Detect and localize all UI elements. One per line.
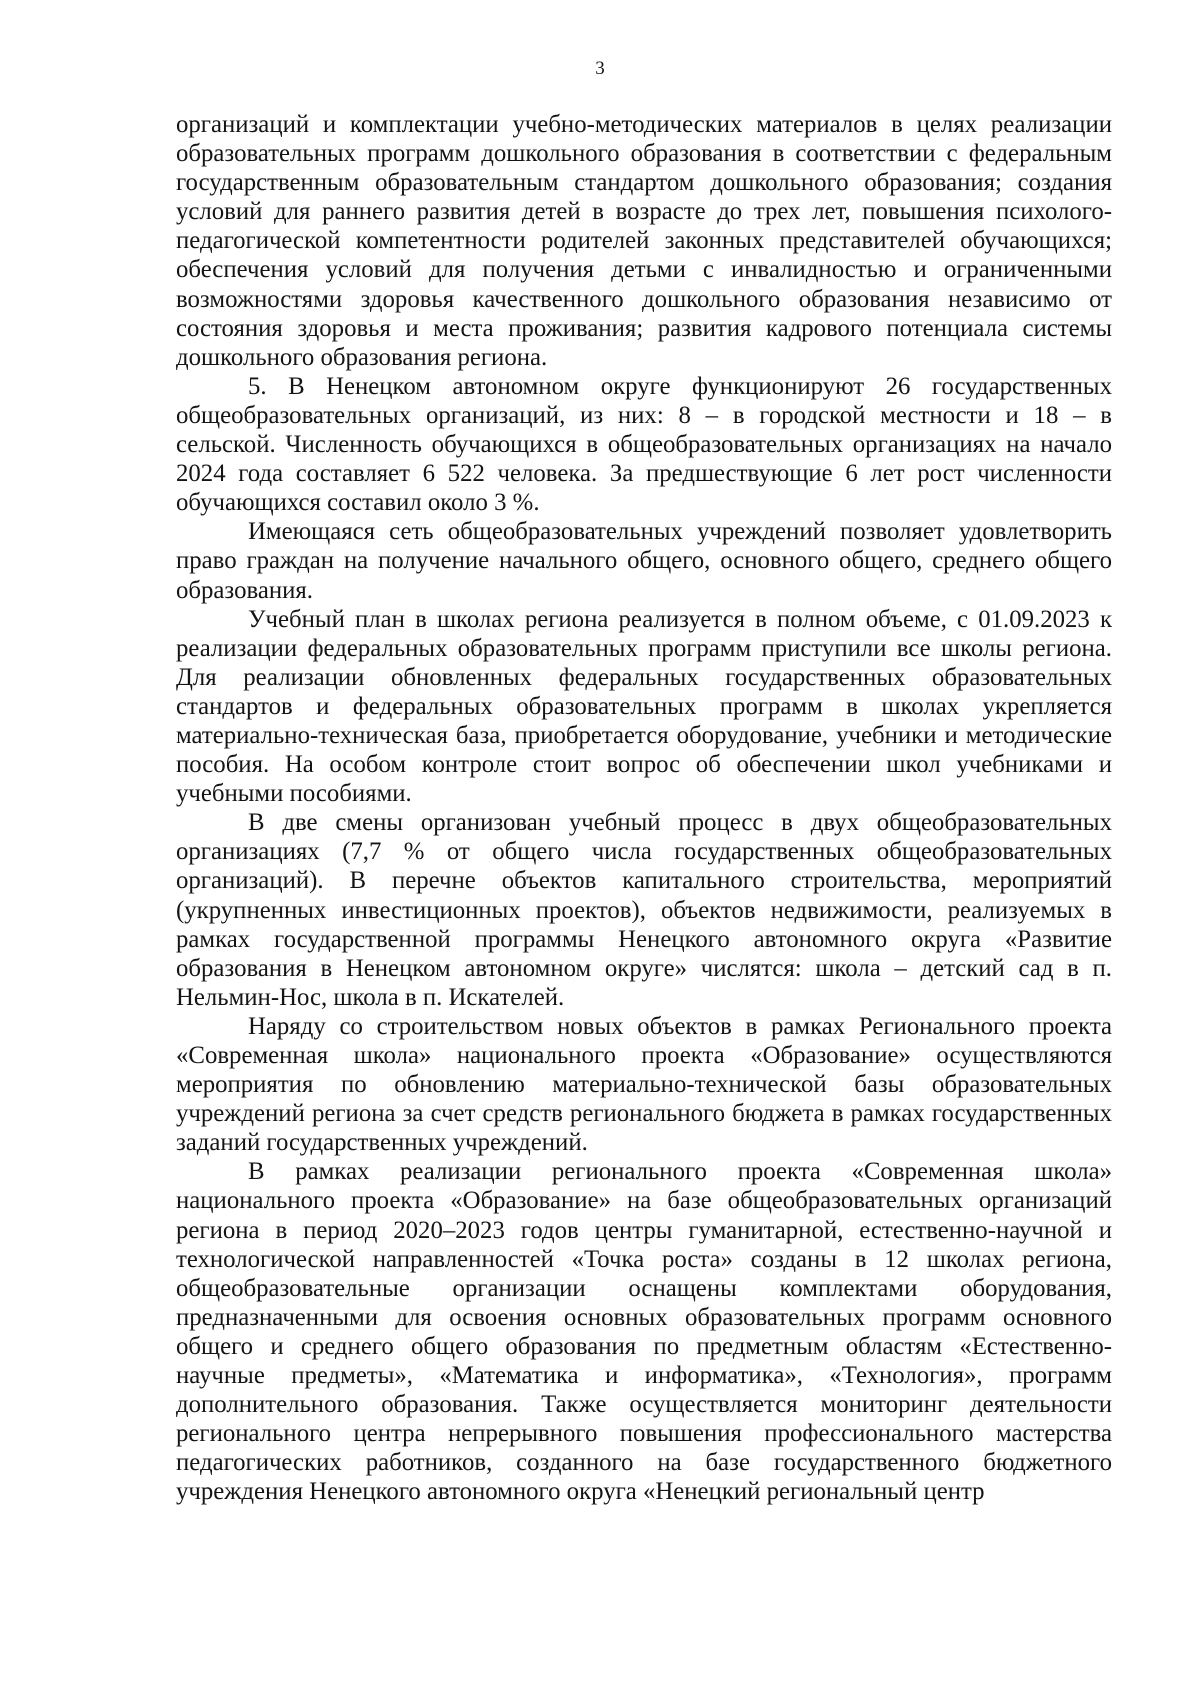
- paragraph-3: Имеющаяся сеть общеобразовательных учреждений позволяет удовлетворить право граждан на получение начального общего, основного общего, среднего общего образования.: [176, 518, 1112, 604]
- paragraph-5: В две смены организован учебный процесс в двух общеобразовательных организациях (7,7 % от общего числа государственных общеобразовательных организаций). В перечне объектов капитального строительства, мероприятий (укрупненных инвестиционных проектов), объектов недвижимости, реализуемых в рамках государственной программы Ненецкого автономного округа «Развитие образования в Ненецком автономном округе» числятся: школа – детский сад в п. Нельмин-Нос, школа в п. Искателей.: [176, 809, 1112, 1011]
- document-body: [176, 110, 1112, 1507]
- page-number: 3: [595, 58, 605, 79]
- paragraph-4: Учебный план в школах региона реализуется в полном объеме, с 01.09.2023 к реализации федеральных образовательных программ приступили все школы региона. Для реализации обновленных федеральных государственных образовательных стандартов и федеральных образовательных программ в школах укрепляется материально-техническая база, приобретается оборудование, учебники и методические пособия. На особом контроле стоит вопрос об обеспечении школ учебниками и учебными пособиями.: [176, 605, 1112, 808]
- paragraph-6: Наряду со строительством новых объектов в рамках Регионального проекта «Современная школа» национального проекта «Образование» осуществляются мероприятия по обновлению материально-технической базы образовательных учреждений региона за счет средств регионального бюджета в рамках государственных заданий государственных учреждений.: [176, 1012, 1112, 1157]
- paragraph-1: организаций и комплектации учебно-методических материалов в целях реализации образовательных программ дошкольного образования в соответствии с федеральным государственным образовательным стандартом дошкольного образования; создания условий для раннего развития детей в возрасте до трех лет, повышения психолого-педагогической компетентности родителей законных представителей обучающихся; обеспечения условий для получения детьми с инвалидностью и ограниченными возможностями здоровья качественного дошкольного образования независимо от состояния здоровья и места проживания; развития кадрового потенциала системы дошкольного образования региона.: [176, 111, 1112, 371]
- paragraph-2: 5. В Ненецком автономном округе функционируют 26 государственных общеобразовательных организаций, из них: 8 – в городской местности и 18 – в сельской. Численность обучающихся в общеобразовательных организациях на начало 2024 года составляет 6 522 человека. За предшествующие 6 лет рост численности обучающихся составил около 3 %.: [176, 372, 1112, 517]
- paragraph-7: В рамках реализации регионального проекта «Современная школа» национального проекта «Образование» на базе общеобразовательных организаций региона в период 2020–2023 годов центры гуманитарной, естественно-научной и технологической направленностей «Точка роста» созданы в 12 школах региона, общеобразовательные организации оснащены комплектами оборудования, предназначенными для освоения основных образовательных программ основного общего и среднего общего образования по предметным областям «Естественно-научные предметы», «Математика и информатика», «Технология», программ дополнительного образования. Также осуществляется мониторинг деятельности регионального центра непрерывного повышения профессионального мастерства педагогических работников, созданного на базе государственного бюджетного учреждения Ненецкого автономного округа «Ненецкий региональный центр: [176, 1158, 1112, 1506]
